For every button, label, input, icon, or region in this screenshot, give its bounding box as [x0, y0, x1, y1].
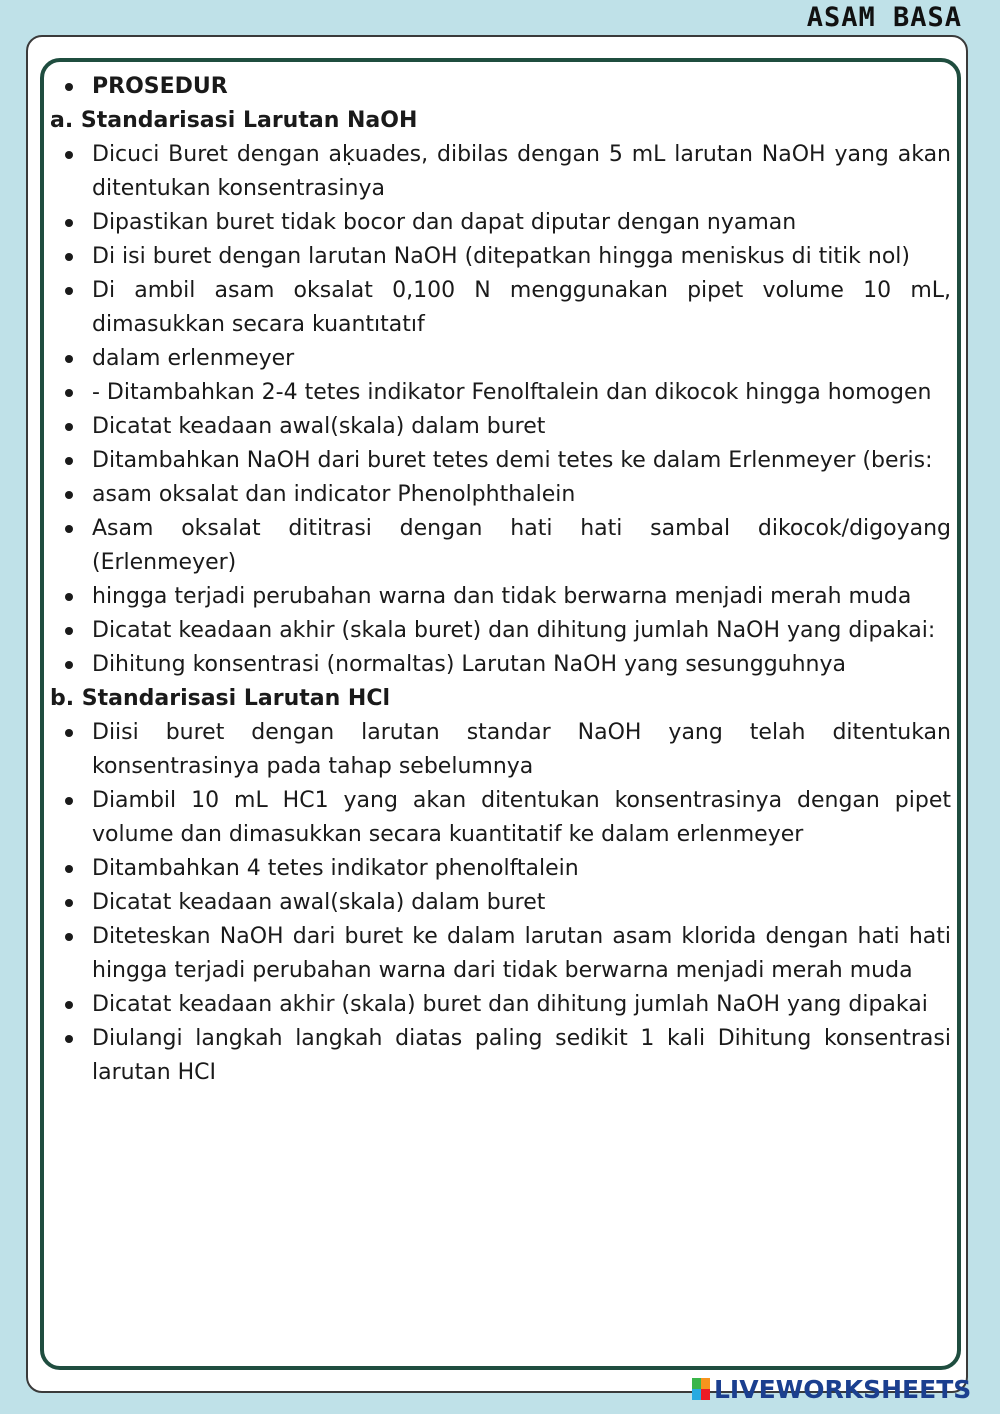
list-item: Dipastikan buret tidak bocor dan dapat diputar dengan nyaman [50, 206, 951, 240]
list-item: Dicuci Buret dengan aḳuades, dibilas dengan 5 mL larutan NaOH yang akan ditentukan konsentrasinya [50, 138, 951, 206]
list-item: Diulangi langkah langkah diatas paling sedikit 1 kali Dihitung konsentrasi larutan HCI [50, 1022, 951, 1090]
list-item: Di isi buret dengan larutan NaOH (ditepatkan hingga meniskus di titik nol) [50, 240, 951, 274]
liveworksheets-logo-icon [692, 1378, 710, 1400]
list-item: Dicatat keadaan awal(skala) dalam buret [50, 886, 951, 920]
list-item: Dicatat keadaan akhir (skala buret) dan dihitung jumlah NaOH yang dipakai: [50, 614, 951, 648]
list-item: Ditambahkan 4 tetes indikator phenolftalein [50, 852, 951, 886]
list-item: Dicatat keadaan awal(skala) dalam buret [50, 410, 951, 444]
logo-text: LIVEWORKSHEETS [714, 1374, 972, 1404]
section-a-steps [50, 138, 951, 682]
list-item: Diteteskan NaOH dari buret ke dalam larutan asam klorida dengan hati hati hingga terjadi perubahan warna dari tidak berwarna menjadi merah muda [50, 920, 951, 988]
list-item: Asam oksalat dititrasi dengan hati hati sambal dikocok/digoyang (Erlenmeyer) [50, 512, 951, 580]
section-b-title: b. Standarisasi Larutan HCl [50, 686, 391, 711]
section-b-steps [50, 716, 951, 1090]
list-item: asam oksalat dan indicator Phenolphthalein [50, 478, 951, 512]
list-item: Di ambil asam oksalat 0,100 N menggunakan pipet volume 10 mL, dimasukkan secara kuantıtatıf [50, 274, 951, 342]
procedure-heading: PROSEDUR [50, 70, 951, 104]
list-item: hingga terjadi perubahan warna dan tidak berwarna menjadi merah muda [50, 580, 951, 614]
liveworksheets-logo [692, 1376, 971, 1402]
procedure-content [50, 70, 951, 1090]
list-item: Dicatat keadaan akhir (skala) buret dan dihitung jumlah NaOH yang dipakai [50, 988, 951, 1022]
list-item: Ditambahkan NaOH dari buret tetes demi tetes ke dalam Erlenmeyer (beris: [50, 444, 951, 478]
document-title: ASAM BASA [806, 2, 962, 33]
list-item: Dihitung konsentrasi (normaltas) Larutan NaOH yang sesungguhnya [50, 648, 951, 682]
list-item: Diisi buret dengan larutan standar NaOH yang telah ditentukan konsentrasinya pada tahap sebelumnya [50, 716, 951, 784]
list-item: Diambil 10 mL HC1 yang akan ditentukan konsentrasinya dengan pipet volume dan dimasukkan secara kuantitatif ke dalam erlenmeyer [50, 784, 951, 852]
section-a-title: a. Standarisasi Larutan NaOH [50, 108, 418, 133]
list-item: - Ditambahkan 2-4 tetes indikator Fenolftalein dan dikocok hingga homogen [50, 376, 951, 410]
list-item: dalam erlenmeyer [50, 342, 951, 376]
